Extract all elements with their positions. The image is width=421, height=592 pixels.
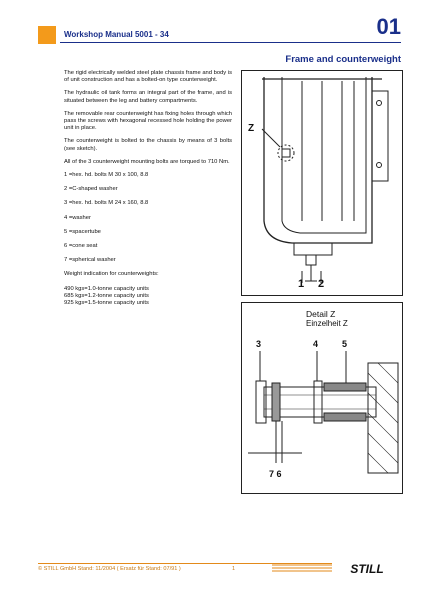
header-orange-block	[38, 26, 56, 44]
callout-z-label: Z	[248, 123, 255, 134]
header-divider	[60, 42, 401, 43]
parts-list-item: 4 =washer	[64, 214, 91, 221]
manual-title: Workshop Manual 5001 - 34	[64, 30, 169, 39]
detail-z-subtitle: Einzelheit Z	[306, 319, 348, 328]
part-label-2: 2	[318, 278, 325, 290]
body-text	[64, 70, 232, 308]
part-label-1: 1	[298, 278, 305, 290]
weight-line: 925 kgs=1.5-tonne capacity units	[64, 300, 149, 307]
section-title: Frame and counterweight	[285, 54, 401, 65]
page-number: 1	[232, 566, 236, 572]
weights-heading: Weight indication for counterweights:	[64, 271, 159, 278]
weight-line: 490 kgs=1.0-tonne capacity units	[64, 285, 149, 292]
parts-list-item: 1 =hex. hd. bolts M 30 x 100, 8.8	[64, 172, 149, 179]
counterweight-drawing	[242, 71, 404, 297]
svg-text:STILL: STILL	[350, 562, 384, 576]
page-footer	[0, 560, 421, 590]
paragraph: The rigid electrically welded steel plate chassis frame and body is of unit construction and has a bolted-on type counterweight.	[64, 70, 232, 84]
paragraph: The counterweight is bolted to the chassis by means of 3 bolts (see sketch).	[64, 138, 232, 152]
counterweight-figure	[241, 70, 403, 296]
part-label-4: 4	[313, 339, 319, 349]
parts-list-item: 6 =cone seat	[64, 243, 98, 250]
footer-company-stand: © STILL GmbH Stand: 11/2004 ( Ersatz für Stand: 07/91 )	[38, 566, 181, 572]
weight-line: 685 kgs=1.2-tonne capacity units	[64, 292, 149, 299]
detail-z-figure	[241, 302, 403, 494]
weights-list	[64, 286, 232, 308]
page-header	[0, 0, 421, 56]
detail-z-title: Detail Z	[306, 309, 336, 319]
part-label-3: 3	[256, 339, 262, 349]
paragraph: The hydraulic oil tank forms an integral part of the frame, and is situated between the leg and battery compartments.	[64, 90, 232, 104]
still-logo	[272, 562, 402, 576]
part-label-5: 5	[342, 339, 348, 349]
parts-list-item: 7 =spherical washer	[64, 257, 116, 264]
paragraph: All of the 3 counterweight mounting bolts are torqued to 710 Nm.	[64, 158, 230, 165]
detail-z-drawing	[242, 303, 404, 495]
parts-list-item: 5 =spacertube	[64, 228, 101, 235]
paragraph: The removable rear counterweight has fixing holes through which pass the screws with hexagonal recessed hole holding the power unit in place.	[64, 110, 232, 132]
parts-list-item: 2 =C-shaped washer	[64, 186, 118, 193]
part-label-7-6: 7 6	[269, 469, 282, 479]
parts-list-item: 3 =hex. hd. bolts M 24 x 160, 8.8	[64, 200, 149, 207]
chapter-number: 01	[376, 14, 401, 39]
